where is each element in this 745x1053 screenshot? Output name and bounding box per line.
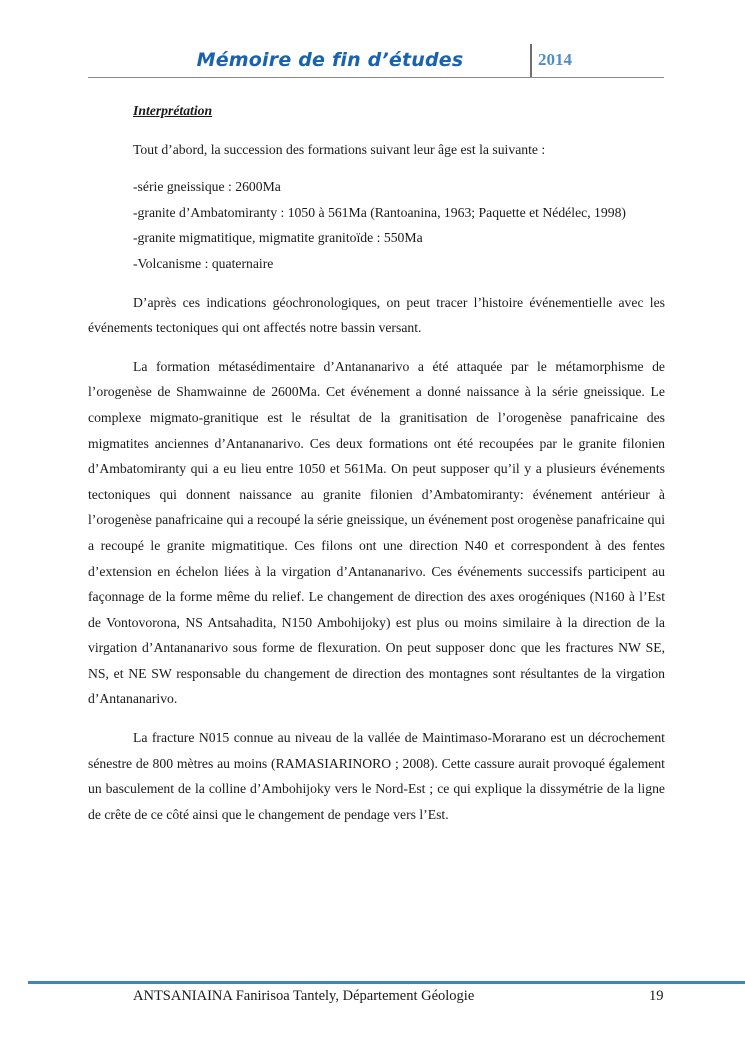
section-heading: Interprétation	[133, 103, 213, 118]
body-paragraph: D’après ces indications géochronologiques, on peut tracer l’histoire événementielle avec les événements tectoniques qui ont affectés notre bassin versant.	[88, 294, 665, 336]
formation-item: -granite migmatitique, migmatite granitoïde : 550Ma	[133, 230, 423, 246]
header-rule	[88, 77, 664, 78]
header-divider	[530, 44, 532, 78]
body-paragraph: La formation métasédimentaire d’Antananarivo a été attaquée par le métamorphisme de l’orogenèse de Shamwainne de 2600Ma. Cet événement a donné naissance à la série gneissique. Le complexe migmato-granitique est le résultat de la granitisation de l’orogenèse panafricaine des migmatites anciennes d’Antananarivo. Ces deux formations ont été recoupées par le granite filonien d’Ambatomiranty qui a eu lieu entre 1050 et 561Ma. On peut supposer qu’il y a plusieurs événements tectoniques qui donnent naissance au granite filonien d’Ambatomiranty: événement antérieur à l’orogenèse panafricaine qui a recoupé la série gneissique, un événement post orogenèse panafricaine qui a recoupé le granite migmatitique. Ces filons ont une direction N40 et correspondent à des fentes d’extension en échelon liées à la virgation d’Antananarivo. Ces événements successifs participent au façonnage de la forme même du relief. Le changement de direction des axes orogéniques (N160 à l’Est de Vontovorona, NS Antsahadita, N150 Ambohijoky) est plus ou moins similaire à la direction de la virgation d’Antananarivo sous forme de flexuration. On peut supposer donc que les fractures NW SE, NS, et NE SW responsable du changement de direction des montagnes sont résultantes de la virgation d’Antananarivo.	[88, 358, 665, 707]
intro-paragraph: Tout d’abord, la succession des formations suivant leur âge est la suivante :	[133, 141, 546, 157]
formation-list	[88, 174, 665, 276]
formation-item: -série gneissique : 2600Ma	[133, 179, 281, 195]
formation-item: -Volcanisme : quaternaire	[133, 255, 274, 271]
formation-item: -granite d’Ambatomiranty : 1050 à 561Ma (Rantoanina, 1963; Paquette et Nédélec, 1998)	[133, 204, 626, 220]
header-year: 2014	[538, 50, 572, 69]
body-paragraph: La fracture N015 connue au niveau de la vallée de Maintimaso-Morarano est un décrochement sénestre de 800 mètres au moins (RAMASIARINORO ; 2008). Cette cassure aurait provoqué également un basculement de la colline d’Ambohijoky vers le Nord-Est ; ce qui explique la dissymétrie de la ligne de crête de ce côté ainsi que le changement de pendage vers l’Est.	[88, 730, 665, 822]
footer-rule	[28, 981, 745, 984]
footer-author: ANTSANIAINA Fanirisoa Tantely, Département Géologie	[133, 988, 475, 1004]
header-title: Mémoire de fin d’études	[196, 49, 464, 71]
page-body	[88, 98, 665, 827]
page-number: 19	[649, 988, 664, 1004]
